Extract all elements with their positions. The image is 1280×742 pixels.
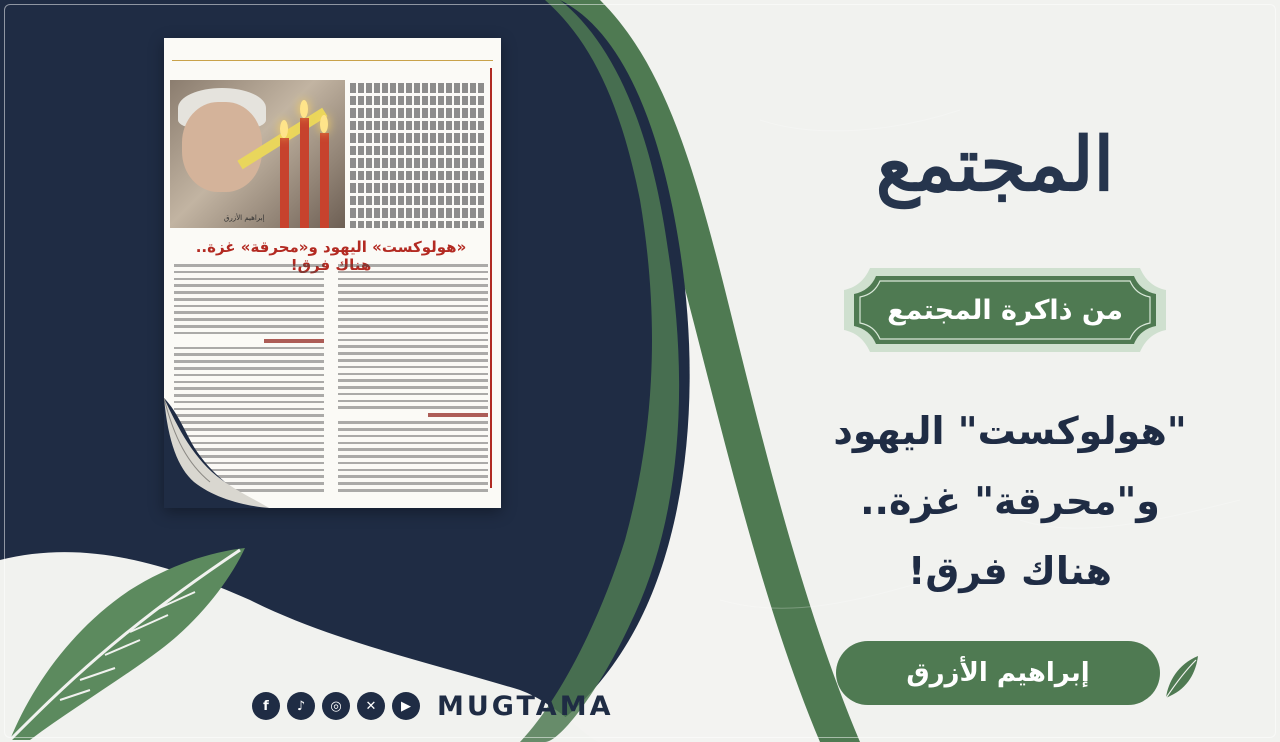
leaf-icon [1162,652,1202,700]
main-headline [820,396,1200,606]
article-column-right [338,264,488,504]
feather-icon [0,540,250,742]
brand-name: MUGTAMA [437,690,614,722]
magazine-page [164,38,501,508]
page-curl [164,398,269,508]
social-bar [252,690,613,722]
author-caption: إبراهيم الأزرق [224,214,265,222]
article-headline: «هولوكست» اليهود و«محرقة» غزة.. هناك فرق! [195,238,467,274]
headline-line-2: و"محرقة" غزة.. [860,479,1160,523]
mugtama-logo: المجتمع [875,122,1115,208]
facebook-icon[interactable]: f [252,692,280,720]
page-top-rule [172,60,493,61]
author-name: إبراهيم الأزرق [906,658,1090,688]
tiktok-icon[interactable]: ♪ [287,692,315,720]
section-badge-label: من ذاكرة المجتمع [887,294,1123,326]
author-badge [836,641,1160,705]
headline-line-1: "هولوكست" اليهود [833,409,1187,453]
x-icon[interactable]: ✕ [357,692,385,720]
instagram-icon[interactable]: ◎ [322,692,350,720]
article-intro [350,80,486,228]
section-badge [840,262,1170,358]
article-photo [170,80,345,228]
headline-line-3: هناك فرق! [907,549,1112,593]
youtube-icon[interactable]: ▶ [392,692,420,720]
